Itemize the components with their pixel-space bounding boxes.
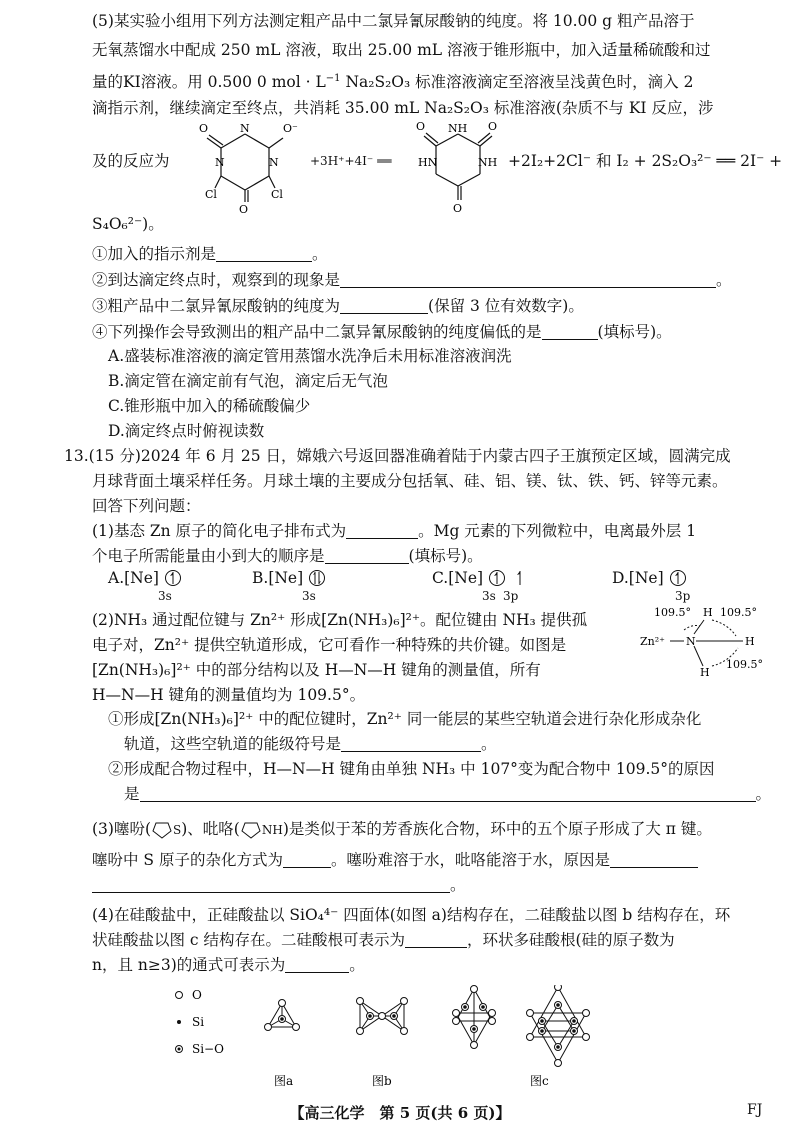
struct1-O-left: O — [199, 122, 209, 135]
orbital-c-label-s: 3s — [482, 589, 496, 603]
q13-p2-q2-line1: ②形成配合物过程中，H—N—H 键角由单独 NH₃ 中 107°变为配合物中 109.5°的原因 — [108, 760, 715, 778]
struct1-Cl-right: Cl — [271, 188, 283, 201]
figure-c-small — [453, 986, 496, 1049]
figure-a — [265, 1000, 300, 1031]
h-bottom-label: H — [700, 666, 710, 679]
q13-p2-line3: [Zn(NH₃)₆]²⁺ 中的部分结构以及 H—N—H 键角的测量值，所有 — [92, 661, 541, 679]
q13-p1-text-d: (填标号)。 — [408, 547, 483, 565]
svg-text:O: O — [453, 202, 463, 215]
svg-text:O: O — [488, 120, 498, 133]
q13-p2-q1-blank[interactable] — [341, 735, 481, 752]
q13-p1-text-a: (1)基态 Zn 原子的简化电子排布式为 — [92, 522, 347, 540]
q13-p1-text-c: 个电子所需能量由小到大的顺序是 — [92, 547, 325, 565]
orbital-option-b: B.[Ne] — [252, 567, 326, 589]
cyanuric-acid-structure — [408, 112, 508, 216]
q13-p4-text-b: ，环状多硅酸根(硅的原子数为 — [467, 931, 675, 949]
q5-option-a: A.盛装标准溶液的滴定管用蒸馏水洗净后未用标准溶液润洗 — [108, 347, 512, 365]
q13-p2-line2: 电子对，Zn²⁺ 提供空轨道形成，它可看作一种特殊的共价键。如图是 — [92, 636, 567, 654]
angle-label-2: 109.5° — [720, 606, 757, 619]
page-footer: 【高三化学 第 5 页(共 6 页)】 — [289, 1104, 511, 1122]
h-right-label: H — [745, 635, 755, 648]
q5-q4-tail: (填标号)。 — [597, 323, 672, 341]
q13-p2-q2-line2: 是 。 — [124, 785, 772, 803]
reaction-right: +2I₂+2Cl⁻ 和 I₂ + 2S₂O₃²⁻ ══ 2I⁻ + — [508, 152, 783, 170]
struct1-N-left: N — [215, 156, 225, 169]
orbital-option-a: A.[Ne] — [108, 567, 182, 589]
footer-code: FJ — [747, 1102, 763, 1118]
legend-si: Si — [192, 1015, 205, 1029]
reaction-middle: +3H⁺+4I⁻ ══ — [310, 154, 392, 168]
zn-label: Zn²⁺ — [640, 635, 665, 648]
q5-q4-blank[interactable] — [542, 323, 598, 340]
silicate-figures — [160, 985, 600, 1090]
q5-q1: ①加入的指示剂是 。 — [92, 245, 328, 263]
q13-p2-q1-text: 轨道，这些空轨道的能级符号是 — [124, 735, 342, 753]
n-label: N — [686, 635, 696, 648]
q5-q2-text: ②到达滴定终点时，观察到的现象是 — [92, 271, 341, 289]
q13-p1-blank1[interactable] — [346, 522, 418, 539]
q5-line-1: (5)某实验小组用下列方法测定粗产品中二氯异氰尿酸钠的纯度。将 10.00 g 粗产品溶于 — [92, 12, 695, 30]
thiophene-s-label: S — [173, 823, 182, 837]
q13-p2-q2-blank[interactable] — [140, 785, 756, 802]
q13-p1-text-b: 。Mg 元素的下列微粒中，电离最外层 1 — [418, 522, 697, 540]
q13-p4-text-c: n，且 n≥3)的通式可表示为 — [92, 956, 286, 974]
struct1-Cl-left: Cl — [205, 188, 217, 201]
q5-q4 — [92, 321, 672, 343]
figure-b-label: 图b — [372, 1074, 392, 1088]
orbital-d-label: 3p — [675, 589, 691, 603]
legend-si-o: Si−O — [192, 1042, 224, 1056]
q5-line-3b: Na₂S₂O₃ 标准溶液滴定至溶液呈浅黄色时，滴入 2 — [340, 73, 694, 91]
q13-p4-blank1[interactable] — [405, 931, 467, 948]
reaction-prefix: 及的反应为 — [92, 152, 170, 170]
orbital-a-label: 3s — [158, 589, 172, 603]
q5-q3-tail: (保留 3 位有效数字)。 — [428, 297, 584, 315]
figure-a-label: 图a — [274, 1074, 294, 1088]
q13-p3-line3: 。 — [92, 874, 466, 896]
svg-text:O: O — [416, 120, 426, 133]
q5-q2-blank[interactable] — [340, 271, 716, 288]
q13-p3-text-d: 噻吩中 S 原子的杂化方式为 — [92, 851, 283, 869]
q13-p3-text-c: )是类似于苯的芳香族化合物，环中的五个原子形成了大 π 键。 — [282, 820, 712, 838]
q13-p4-line3: n，且 n≥3)的通式可表示为 。 — [92, 956, 365, 974]
q5-line-2: 无氧蒸馏水中配成 250 mL 溶液，取出 25.00 mL 溶液于锥形瓶中，加入适量稀硫酸和过 — [92, 41, 711, 59]
q13-p3-line2 — [92, 849, 698, 871]
q13-p1-line2 — [92, 545, 483, 567]
q5-option-b: B.滴定管在滴定前有气泡，滴定后无气泡 — [108, 372, 388, 390]
q5-q1-text: ①加入的指示剂是 — [92, 245, 217, 263]
zn-nh3-bond-angle-diagram — [640, 600, 790, 684]
struct1-O-bottom: O — [239, 203, 249, 216]
h-top-label: H — [703, 606, 713, 619]
q5-line-3 — [92, 68, 693, 93]
q13-p3-blank3[interactable] — [92, 876, 450, 893]
pyrrole-nh-label: NH — [261, 823, 283, 837]
figure-b — [357, 998, 408, 1035]
orbital-c-label-p: 3p — [503, 589, 519, 603]
angle-label-1: 109.5° — [654, 606, 691, 619]
struct1-N-top: N — [240, 122, 250, 135]
q13-p3-blank1[interactable] — [283, 851, 331, 868]
q5-option-c: C.锥形瓶中加入的稀硫酸偏少 — [108, 397, 311, 415]
q13-intro-3: 回答下列问题： — [92, 497, 201, 515]
q5-line-4: 滴指示剂，继续滴定至终点，共消耗 35.00 mL Na₂S₂O₃ 标准溶液(杂质不与 KI 反应，涉 — [92, 99, 714, 117]
q13-p1-line1 — [92, 520, 696, 542]
orbital-option-d: D.[Ne] — [612, 567, 687, 589]
q13-p2-line4: H—N—H 键角的测量值均为 109.5°。 — [92, 686, 366, 704]
q13-p3-text-a: (3)噻吩( — [92, 820, 152, 838]
q13-p1-blank2[interactable] — [325, 547, 409, 564]
dichloroisocyanurate-structure — [185, 116, 315, 216]
legend-o: O — [192, 988, 202, 1002]
q13-intro-2: 月球背面土壤采样任务。月球土壤的主要成分包括氧、硅、铝、镁、钛、铁、钙、锌等元素。 — [92, 472, 728, 490]
q5-q2: ②到达滴定终点时，观察到的现象是 。 — [92, 271, 732, 289]
orbital-b-label: 3s — [302, 589, 316, 603]
pyrrole-ring-icon — [240, 818, 262, 840]
orbital-option-c: C.[Ne] — [432, 567, 529, 589]
q5-s4o6: S₄O₆²⁻)。 — [92, 215, 164, 233]
q13-p4-line2 — [92, 929, 675, 951]
q13-p2-q1-line2: 轨道，这些空轨道的能级符号是 。 — [124, 735, 497, 753]
q13-p3-line1 — [92, 818, 712, 841]
q5-option-d: D.滴定终点时俯视读数 — [108, 422, 265, 440]
q5-q3-text: ③粗产品中二氯异氰尿酸钠的纯度为 — [92, 297, 341, 315]
q5-line-3a: 量的KI溶液。用 0.500 0 mol · L — [92, 73, 326, 91]
q13-p4-blank2[interactable] — [285, 956, 349, 973]
svg-text:NH: NH — [478, 156, 498, 169]
q5-q3 — [92, 295, 584, 317]
q13-p2-q1-line1: ①形成[Zn(NH₃)₆]²⁺ 中的配位键时，Zn²⁺ 同一能层的某些空轨道会进行杂化形成杂化 — [108, 710, 702, 728]
q13-p2-q2-text: 是 — [124, 785, 140, 803]
q5-line-3-sup: −1 — [325, 73, 341, 84]
q13-p3-text-e: 。噻吩难溶于水，吡咯能溶于水，原因是 — [330, 851, 610, 869]
angle-label-3: 109.5° — [726, 658, 763, 671]
struct1-O-minus: O⁻ — [283, 122, 298, 135]
svg-text:NH: NH — [448, 122, 468, 135]
q5-q4-text: ④下列操作会导致测出的粗产品中二氯异氰尿酸钠的纯度偏低的是 — [92, 323, 542, 341]
q5-q3-blank[interactable] — [340, 297, 428, 314]
struct1-N-right: N — [269, 156, 279, 169]
q13-p3-text-b: )、吡咯( — [181, 820, 240, 838]
q13-p4-text-a: 状硅酸盐以图 c 结构存在。二硅酸根可表示为 — [92, 931, 406, 949]
q13-p2-line1: (2)NH₃ 通过配位键与 Zn²⁺ 形成[Zn(NH₃)₆]²⁺。配位键由 NH₃ 提供孤 — [92, 611, 588, 629]
svg-text:HN: HN — [418, 156, 438, 169]
q13-p4-line1: (4)在硅酸盐中，正硅酸盐以 SiO₄⁴⁻ 四面体(如图 a)结构存在，二硅酸盐以图 b 结构存在，环 — [92, 906, 731, 924]
figure-c-large — [527, 985, 590, 1067]
q5-q1-blank[interactable] — [216, 245, 312, 262]
thiophene-ring-icon — [151, 818, 173, 840]
figure-c-label: 图c — [530, 1074, 549, 1088]
q13-p3-blank2[interactable] — [610, 851, 698, 868]
q13-intro-1: 13.(15 分)2024 年 6 月 25 日，嫦娥六号返回器准确着陆于内蒙古四子王旗预定区域，圆满完成 — [64, 447, 731, 465]
